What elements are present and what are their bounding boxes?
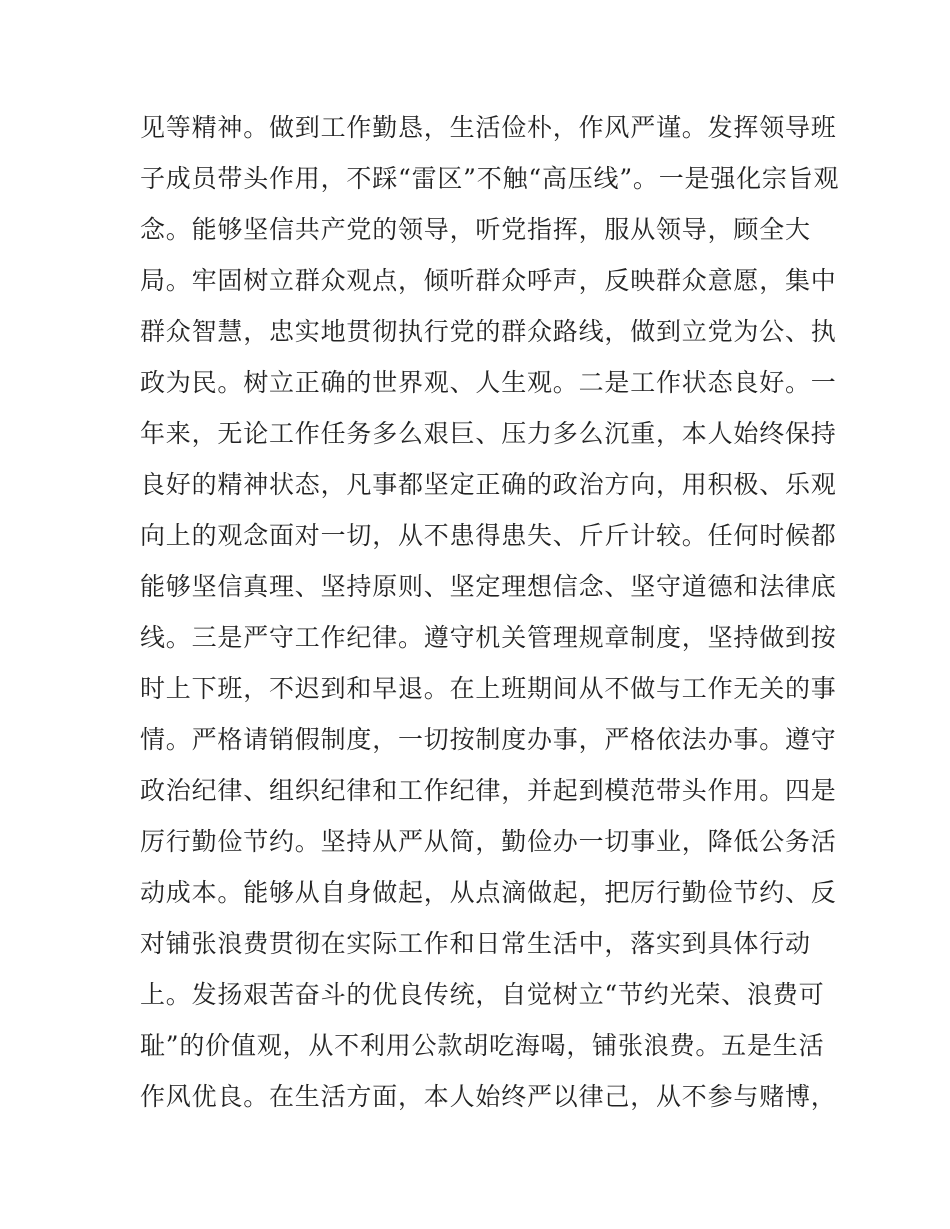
text-line: 年来，无论工作任务多么艰巨、压力多么沉重，本人始终保持 [140, 419, 837, 448]
text-line: 向上的观念面对一切，从不患得患失、斤斤计较。任何时候都 [140, 521, 837, 550]
text-line: 良好的精神状态，凡事都坚定正确的政治方向，用积极、乐观 [140, 470, 837, 499]
text-line: 情。严格请销假制度，一切按制度办事，严格依法办事。遵守 [140, 725, 837, 754]
text-line: 局。牢固树立群众观点，倾听群众呼声，反映群众意愿，集中 [140, 266, 837, 295]
text-line: 时上下班，不迟到和早退。在上班期间从不做与工作无关的事 [140, 674, 837, 703]
text-line: 作风优良。在生活方面，本人始终严以律己，从不参与赌博， [140, 1082, 837, 1111]
text-line: 政为民。树立正确的世界观、人生观。二是工作状态良好。一 [140, 368, 837, 397]
text-line: 厉行勤俭节约。坚持从严从简，勤俭办一切事业，降低公务活 [140, 827, 837, 856]
text-line: 能够坚信真理、坚持原则、坚定理想信念、坚守道德和法律底 [140, 572, 837, 601]
text-line: 上。发扬艰苦奋斗的优良传统，自觉树立“节约光荣、浪费可 [140, 980, 825, 1009]
text-line: 见等精神。做到工作勤恳，生活俭朴，作风严谨。发挥领导班 [140, 113, 837, 142]
text-line: 耻”的价值观，从不利用公款胡吃海喝，铺张浪费。五是生活 [140, 1031, 825, 1060]
text-line: 群众智慧，忠实地贯彻执行党的群众路线，做到立党为公、执 [140, 317, 837, 346]
text-line: 政治纪律、组织纪律和工作纪律，并起到模范带头作用。四是 [140, 776, 837, 805]
text-line: 动成本。能够从自身做起，从点滴做起，把厉行勤俭节约、反 [140, 878, 837, 907]
text-line: 对铺张浪费贯彻在实际工作和日常生活中，落实到具体行动 [140, 929, 811, 958]
text-line: 线。三是严守工作纪律。遵守机关管理规章制度，坚持做到按 [140, 623, 837, 652]
text-line: 子成员带头作用，不踩“雷区”不触“高压线”。一是强化宗旨观 [140, 164, 840, 193]
text-line: 念。能够坚信共产党的领导，听党指挥，服从领导，顾全大 [140, 215, 811, 244]
